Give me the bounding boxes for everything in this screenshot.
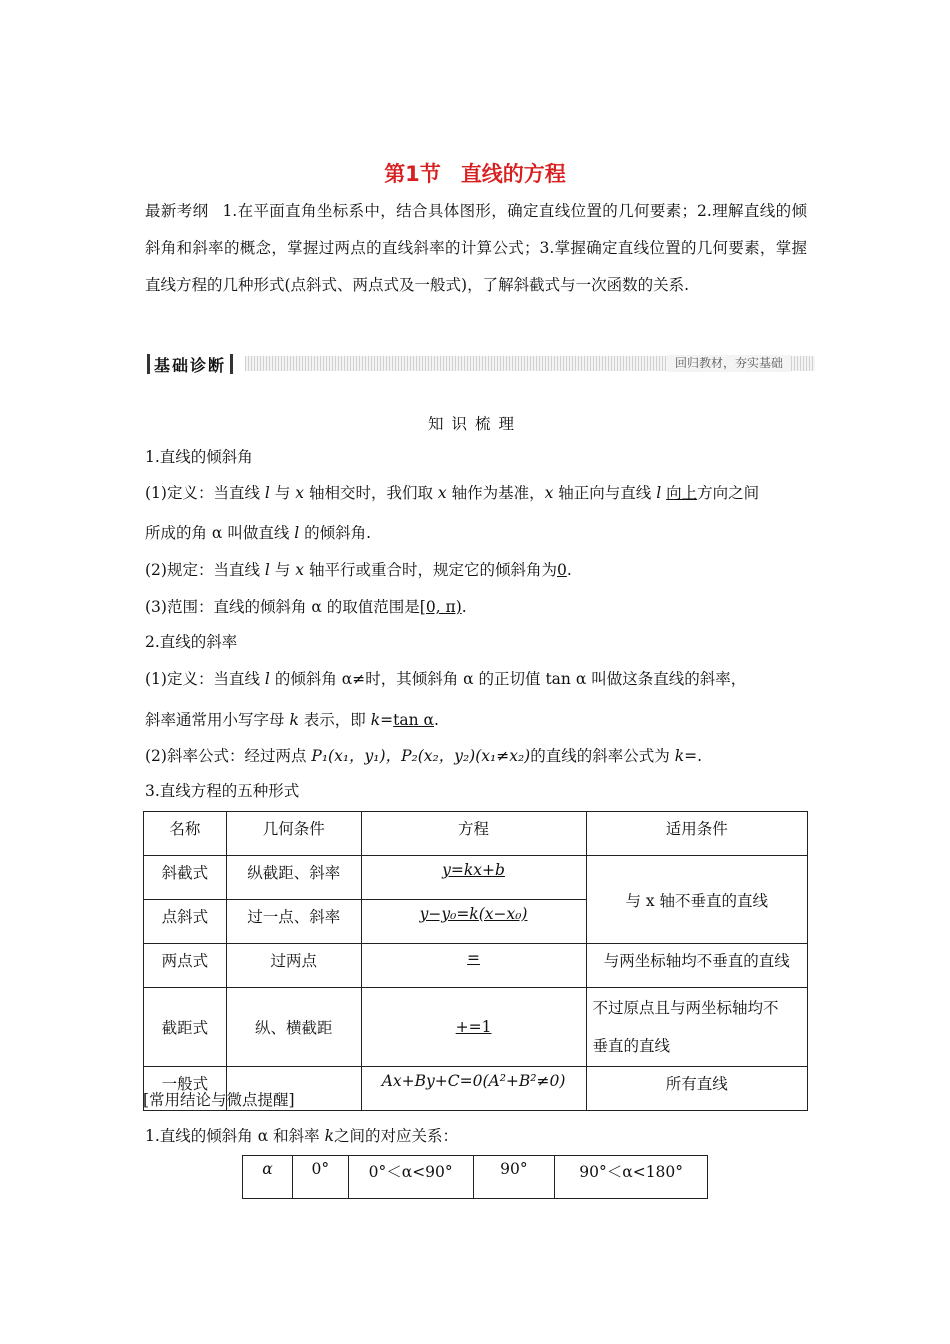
equation: = <box>467 949 481 967</box>
text: 轴作为基准， <box>451 484 545 502</box>
section-number: 第1节 <box>384 162 441 186</box>
text: 斜率通常用小写字母 <box>145 711 285 729</box>
var-k: k <box>674 747 685 765</box>
text: (1)定义：当直线 <box>145 484 260 502</box>
scope-line: 不过原点且与两坐标轴均不 <box>592 999 779 1017</box>
eq-cell <box>361 900 586 944</box>
intro-label: 最新考纲 <box>145 202 209 220</box>
intro-text: 1.在平面直角坐标系中，结合具体图形，确定直线位置的几何要素；2.理解直线的倾斜角和斜率的概念，掌握过两点的直线斜率的计算公式；3.掌握确定直线位置的几何要素，掌握直线方程的几种形式(点斜式、两点式及一般式)，了解斜截式与一次函数的关系. <box>145 202 807 294</box>
angle-cell <box>243 1156 293 1199</box>
banner-tag: 回归教材，夯实基础 <box>667 355 791 372</box>
angle-cell: 90°＜α<180° <box>555 1156 708 1199</box>
name-cell: 斜截式 <box>144 856 227 900</box>
s2-formula: (2)斜率公式：经过两点 P₁(x₁，y₁)，P₂(x₂，y₂)(x₁≠x₂)的直线的斜率公式为 k=. <box>145 747 703 765</box>
text: (1)定义：当直线 <box>145 670 260 688</box>
text: 与 <box>274 484 291 502</box>
equation: y=kx+b <box>442 861 505 879</box>
var-x: x <box>295 484 305 502</box>
banner-title-wrap <box>143 352 237 376</box>
equation: +=1 <box>455 1018 492 1036</box>
s1-rule: (2)规定：当直线 l 与 x 轴平行或重合时，规定它的倾斜角为0. <box>145 561 572 579</box>
name-cell: 一般式 <box>144 1067 227 1111</box>
angle-symbol: α <box>262 1160 273 1178</box>
section-banner <box>143 352 815 376</box>
cond-cell: 过两点 <box>226 944 361 988</box>
eq-cell <box>361 856 586 900</box>
knowledge-heading: 知识梳理 <box>427 415 522 433</box>
angle-cell: 0° <box>292 1156 348 1199</box>
scope-line: 垂直的直线 <box>592 1037 671 1055</box>
table-row <box>243 1156 708 1199</box>
var-k: k <box>289 711 299 729</box>
s2-heading: 2.直线的斜率 <box>145 633 238 651</box>
line-equation-table <box>143 811 808 1111</box>
header-cell: 适用条件 <box>586 812 807 856</box>
text: (2)规定：当直线 <box>145 561 260 579</box>
text: 的倾斜角 α≠时，其倾斜角 α 的正切值 tan α 叫做这条直线的斜率， <box>274 670 747 688</box>
fill-blank: tan α <box>393 711 435 729</box>
s3-heading: 3.直线方程的五种形式 <box>145 782 300 800</box>
text: 所成的角 α 叫做直线 <box>145 524 290 542</box>
var-x: x <box>544 484 554 502</box>
equation: Ax+By+C=0(A²+B²≠0) <box>381 1072 566 1090</box>
cond-cell: 纵截距、斜率 <box>226 856 361 900</box>
name-cell: 截距式 <box>144 988 227 1067</box>
s1-definition <box>145 481 759 503</box>
equation: y−y₀=k(x−x₀) <box>419 905 528 923</box>
page-title <box>0 158 950 188</box>
text: 轴正向与直线 <box>558 484 652 502</box>
banner-bar-right <box>230 354 233 374</box>
text: 1.直线的倾斜角 α 和斜率 <box>145 1127 320 1145</box>
s2-definition-cont: 斜率通常用小写字母 k 表示，即 k=tan α. <box>145 711 439 729</box>
table-row <box>144 856 808 900</box>
s2-definition <box>145 667 746 689</box>
text: 之间的对应关系： <box>333 1127 458 1145</box>
s1-range: (3)范围：直线的倾斜角 α 的取值范围是[0, π). <box>145 598 467 616</box>
var-l: l <box>294 524 300 542</box>
banner-title: 基础诊断 <box>154 355 227 375</box>
var-k: k <box>324 1127 334 1145</box>
banner-bar-left <box>147 354 150 374</box>
var-x: x <box>437 484 447 502</box>
text: (3)范围：直线的倾斜角 α 的取值范围是 <box>145 598 420 616</box>
points: P₁(x₁，y₁)，P₂(x₂，y₂)(x₁≠x₂) <box>311 747 531 765</box>
fill-blank: 0 <box>556 561 567 579</box>
var-l: l <box>264 561 270 579</box>
header-cell: 方程 <box>361 812 586 856</box>
eq-cell <box>361 1067 586 1111</box>
text: 的倾斜角. <box>304 524 372 542</box>
section-name: 直线的方程 <box>460 162 566 186</box>
var-x: x <box>295 561 305 579</box>
s1-definition-cont <box>145 521 371 543</box>
text: 轴相交时，我们取 <box>308 484 433 502</box>
name-cell: 点斜式 <box>144 900 227 944</box>
text: (2)斜率公式：经过两点 <box>145 747 307 765</box>
scope-cell: 与两坐标轴均不垂直的直线 <box>586 944 807 988</box>
s1-heading: 1.直线的倾斜角 <box>145 448 253 466</box>
scope-cell: 与 x 轴不垂直的直线 <box>586 856 807 944</box>
cond-cell: 纵、横截距 <box>226 988 361 1067</box>
var-k: k <box>370 711 381 729</box>
tips-heading: [常用结论与微点提醒] <box>143 1091 295 1109</box>
eq-cell <box>361 944 586 988</box>
var-l: l <box>264 484 270 502</box>
angle-cell: 0°＜α<90° <box>348 1156 473 1199</box>
var-l: l <box>264 670 270 688</box>
var-l: l <box>656 484 662 502</box>
table-header-row <box>144 812 808 856</box>
angle-cell: 90° <box>473 1156 555 1199</box>
name-cell: 两点式 <box>144 944 227 988</box>
table-row <box>144 944 808 988</box>
intro-paragraph <box>145 193 807 304</box>
fill-blank: 向上 <box>666 484 698 502</box>
text: 表示，即 <box>303 711 366 729</box>
tips-item-1 <box>145 1124 458 1146</box>
text: 方向之间 <box>697 484 760 502</box>
header-cell: 名称 <box>144 812 227 856</box>
eq-cell <box>361 988 586 1067</box>
scope-cell: 所有直线 <box>586 1067 807 1111</box>
header-cell: 几何条件 <box>226 812 361 856</box>
text: 与 <box>274 561 291 579</box>
fill-blank: [0, π) <box>419 598 462 616</box>
cond-cell: 过一点、斜率 <box>226 900 361 944</box>
text: 轴平行或重合时，规定它的倾斜角为 <box>308 561 557 579</box>
scope-cell <box>586 988 807 1067</box>
angle-table <box>242 1155 708 1199</box>
text: 的直线的斜率公式为 <box>530 747 670 765</box>
table-row <box>144 988 808 1067</box>
